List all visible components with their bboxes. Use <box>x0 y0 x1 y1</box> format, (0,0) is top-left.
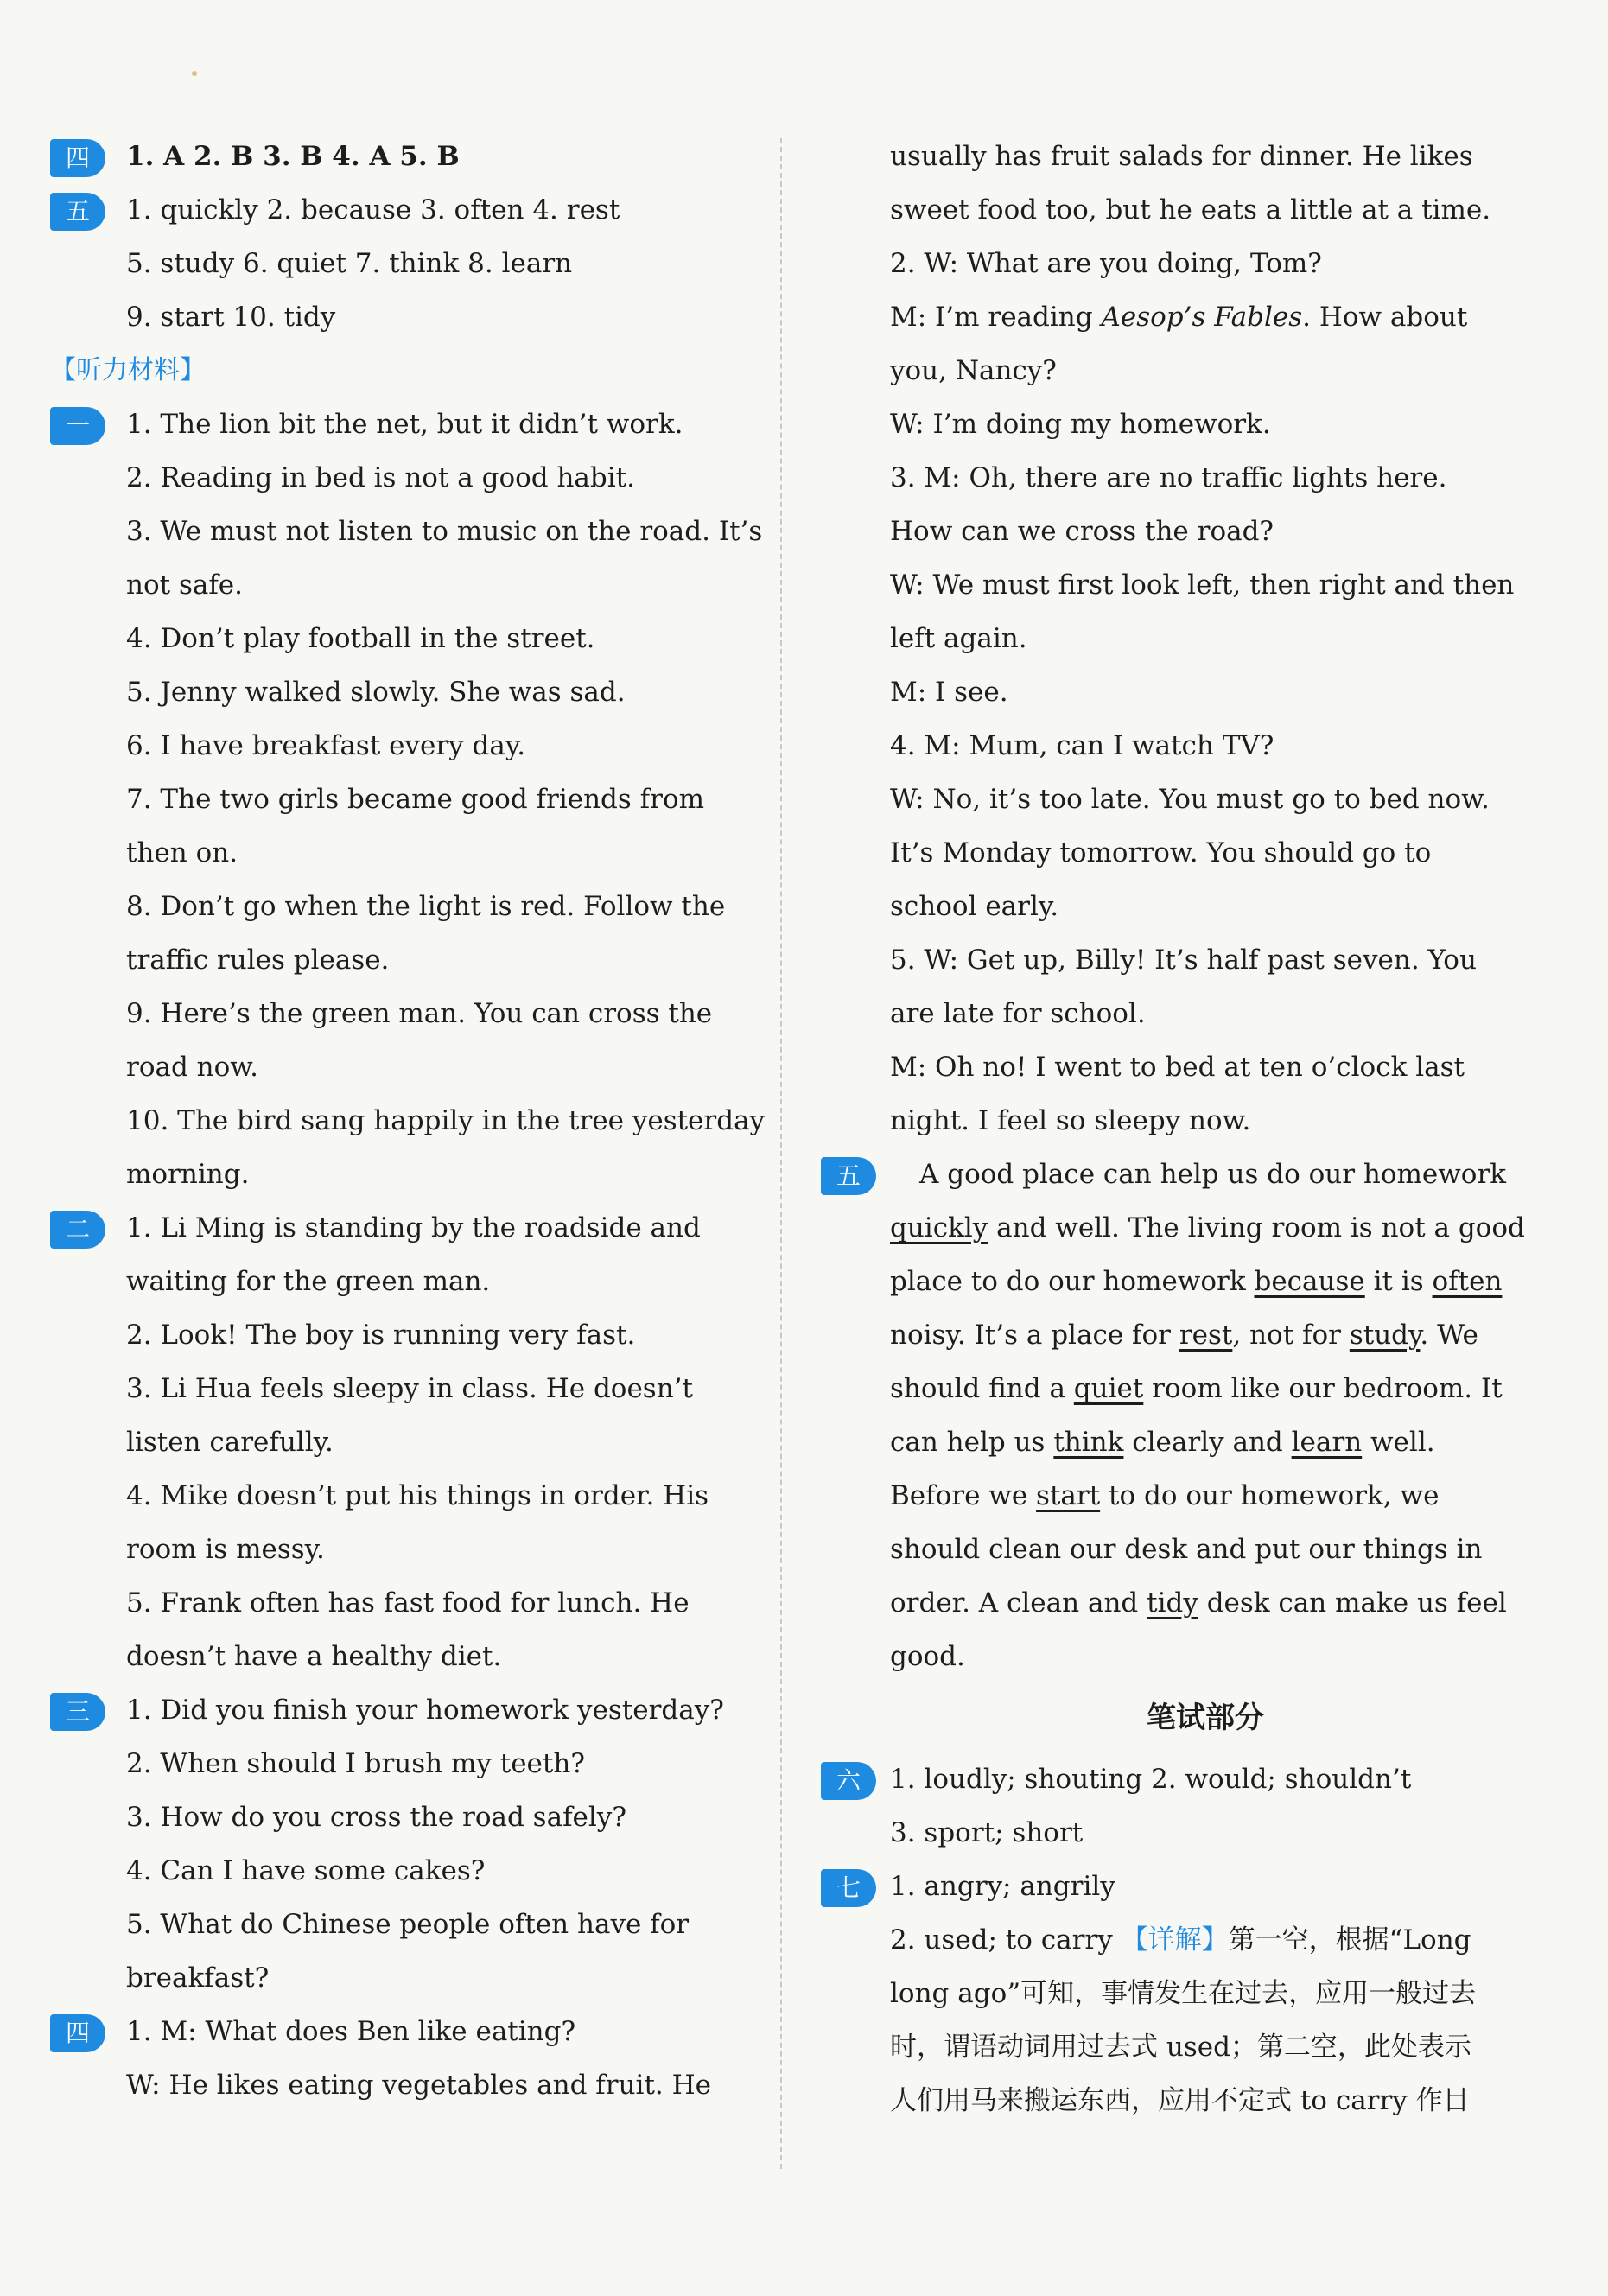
answer-word: think <box>1053 1427 1124 1458</box>
text-line: 10. The bird sang happily in the tree yesterday <box>126 1105 766 1136</box>
section-tag: 五 <box>821 1157 876 1195</box>
listening-heading: 【听力材料】 <box>50 355 206 385</box>
text-line: then on. <box>126 837 238 868</box>
text-line: doesn’t have a healthy diet. <box>126 1641 502 1672</box>
section-tag: 三 <box>50 1693 105 1731</box>
text-line: 3. We must not listen to music on the road. It’s <box>126 516 763 547</box>
listening-section-4 <box>50 2005 741 2112</box>
text-line <box>890 290 1521 344</box>
explanation-label: 【详解】 <box>1121 1924 1229 1956</box>
text-line: W: We must first look left, then right and then <box>890 569 1515 601</box>
text-line <box>890 1415 1521 1469</box>
text-line: 1. Did you finish your homework yesterday? <box>126 1695 724 1726</box>
text-line: 4. Mike doesn’t put his things in order. His <box>126 1480 709 1511</box>
text-line: should clean our desk and put our things in <box>890 1534 1483 1565</box>
answer-word: rest <box>1179 1320 1233 1351</box>
listening-section-2 <box>50 1201 741 1683</box>
answer-word: often <box>1432 1266 1503 1297</box>
text-line: 3. How do you cross the road safely? <box>126 1802 626 1833</box>
text-line <box>890 1308 1521 1362</box>
column-divider <box>780 138 782 2169</box>
text-span: order. A clean and <box>890 1587 1147 1619</box>
listening-section-3 <box>50 1683 741 2005</box>
text-line: 4. Can I have some cakes? <box>126 1855 486 1886</box>
text-span: . How about <box>1302 302 1468 333</box>
text-span: can help us <box>890 1427 1054 1458</box>
text-line: M: Oh no! I went to bed at ten o’clock last <box>890 1052 1465 1083</box>
text-line: 7. The two girls became good friends from <box>126 784 705 815</box>
text-line: not safe. <box>126 569 244 601</box>
text-span: room like our bedroom. It <box>1143 1373 1503 1404</box>
answer-word: start <box>1036 1480 1101 1511</box>
text-line: breakfast? <box>126 1962 270 1994</box>
decorative-dot <box>192 71 197 76</box>
text-span: A good place can help us do our homework <box>919 1159 1507 1190</box>
text-span: M: I’m reading <box>890 302 1102 333</box>
answer-section-5 <box>50 183 741 237</box>
answer-word: quiet <box>1073 1373 1144 1404</box>
section-tag: 一 <box>50 407 105 445</box>
answer-word: because <box>1254 1266 1365 1297</box>
text-line: you, Nancy? <box>890 355 1057 386</box>
text-line: 2. When should I brush my teeth? <box>126 1748 585 1779</box>
written-section-6 <box>821 1752 1521 1806</box>
text-line: traffic rules please. <box>126 944 390 976</box>
text-line: 5. What do Chinese people often have for <box>126 1909 690 1940</box>
left-column <box>50 130 766 2112</box>
passage-section-5 <box>821 1148 1521 1201</box>
text-line: long ago”可知，事情发生在过去，应用一般过去 <box>890 1978 1477 2009</box>
text-span: 1. loudly; shouting 2. would; shouldn’t <box>890 1764 1412 1795</box>
text-line: road now. <box>126 1052 259 1083</box>
text-line: school early. <box>890 891 1059 922</box>
answer-word: learn <box>1291 1427 1363 1458</box>
text-line: W: No, it’s too late. You must go to bed now. <box>890 784 1490 815</box>
text-line: listen carefully. <box>126 1427 334 1458</box>
text-line: 4. M: Mum, can I watch TV? <box>890 730 1274 761</box>
text-line: good. <box>890 1641 965 1672</box>
text-line: 8. Don’t go when the light is red. Follow the <box>126 891 726 922</box>
text-line: morning. <box>126 1159 250 1190</box>
text-line: How can we cross the road? <box>890 516 1274 547</box>
answer-text: 1. A 2. B 3. B 4. A 5. B <box>126 141 460 172</box>
text-line: 5. W: Get up, Billy! It’s half past seven. You <box>890 944 1477 976</box>
text-span: desk can make us feel <box>1198 1587 1507 1619</box>
text-line <box>890 1201 1525 1255</box>
text-line: usually has fruit salads for dinner. He likes <box>890 141 1473 172</box>
answer-text: 1. quickly 2. because 3. often 4. rest <box>126 194 620 226</box>
text-span: clearly and <box>1123 1427 1292 1458</box>
text-line: sweet food too, but he eats a little at a time. <box>890 194 1491 226</box>
answer-word: quickly <box>890 1212 988 1243</box>
text-span: to do our homework, we <box>1100 1480 1440 1511</box>
section-tag: 二 <box>50 1211 105 1249</box>
text-line: are late for school. <box>890 998 1146 1029</box>
text-line: 1. M: What does Ben like eating? <box>126 2016 576 2047</box>
text-span: should find a <box>890 1373 1074 1404</box>
text-span: it is <box>1364 1266 1433 1297</box>
section-tag: 四 <box>50 2014 105 2052</box>
text-line <box>890 1255 1521 1308</box>
answer-section-4 <box>50 130 741 183</box>
text-line: 时，谓语动词用过去式 used；第二空，此处表示 <box>890 2032 1471 2063</box>
text-line: 2. W: What are you doing, Tom? <box>890 248 1322 279</box>
answer-text: 9. start 10. tidy <box>126 302 336 333</box>
text-span: place to do our homework <box>890 1266 1255 1297</box>
text-line: room is messy. <box>126 1534 325 1565</box>
text-line: waiting for the green man. <box>126 1266 491 1297</box>
text-span: 第一空，根据“Long <box>1228 1924 1471 1956</box>
text-span: noisy. It’s a place for <box>890 1320 1179 1351</box>
text-line: night. I feel so sleepy now. <box>890 1105 1251 1136</box>
text-line: 2. Look! The boy is running very fast. <box>126 1320 636 1351</box>
text-line: 1. Li Ming is standing by the roadside and <box>126 1212 701 1243</box>
section-tag: 五 <box>50 193 105 231</box>
text-line: 3. M: Oh, there are no traffic lights here. <box>890 462 1447 493</box>
text-line: 9. Here’s the green man. You can cross the <box>126 998 713 1029</box>
written-section-7 <box>821 1860 1521 1913</box>
answer-word: study <box>1349 1320 1421 1351</box>
text-line <box>890 1469 1521 1523</box>
text-line: 6. I have breakfast every day. <box>126 730 526 761</box>
text-line: 2. Reading in bed is not a good habit. <box>126 462 635 493</box>
answer-text: 5. study 6. quiet 7. think 8. learn <box>126 248 573 279</box>
answer-word: tidy <box>1147 1587 1198 1619</box>
listening-section-1 <box>50 398 766 1201</box>
section-tag: 七 <box>821 1869 876 1907</box>
text-line: 5. Frank often has fast food for lunch. He <box>126 1587 690 1619</box>
text-span: well. <box>1362 1427 1435 1458</box>
text-line: 4. Don’t play football in the street. <box>126 623 595 654</box>
text-span: , not for <box>1232 1320 1350 1351</box>
text-span: and well. The living room is not a good <box>988 1212 1525 1243</box>
text-line <box>890 1913 1521 1967</box>
text-span: 2. used; to carry <box>890 1924 1122 1956</box>
text-span: . We <box>1420 1320 1478 1351</box>
text-line <box>890 1362 1521 1415</box>
text-line: 1. The lion bit the net, but it didn’t work. <box>126 409 683 440</box>
section-tag: 四 <box>50 139 105 177</box>
written-section-heading: 笔试部分 <box>1147 1701 1264 1735</box>
text-line: 人们用马来搬运东西，应用不定式 to carry 作目 <box>890 2085 1470 2116</box>
text-line: 5. Jenny walked slowly. She was sad. <box>126 677 626 708</box>
text-line: W: He likes eating vegetables and fruit. He <box>126 2070 712 2101</box>
text-line: M: I see. <box>890 677 1008 708</box>
book-title: Aesop’s Fables <box>1101 302 1303 333</box>
text-line: It’s Monday tomorrow. You should go to <box>890 837 1432 868</box>
text-span: 1. angry; angrily <box>890 1871 1115 1902</box>
text-span: Before we <box>890 1480 1037 1511</box>
text-line: W: I’m doing my homework. <box>890 409 1271 440</box>
right-column <box>836 130 1525 2127</box>
text-line <box>890 1576 1521 1630</box>
section-tag: 六 <box>821 1762 876 1800</box>
text-line: 3. Li Hua feels sleepy in class. He doesn’t <box>126 1373 693 1404</box>
text-line: left again. <box>890 623 1027 654</box>
text-line: 3. sport; short <box>890 1817 1084 1848</box>
